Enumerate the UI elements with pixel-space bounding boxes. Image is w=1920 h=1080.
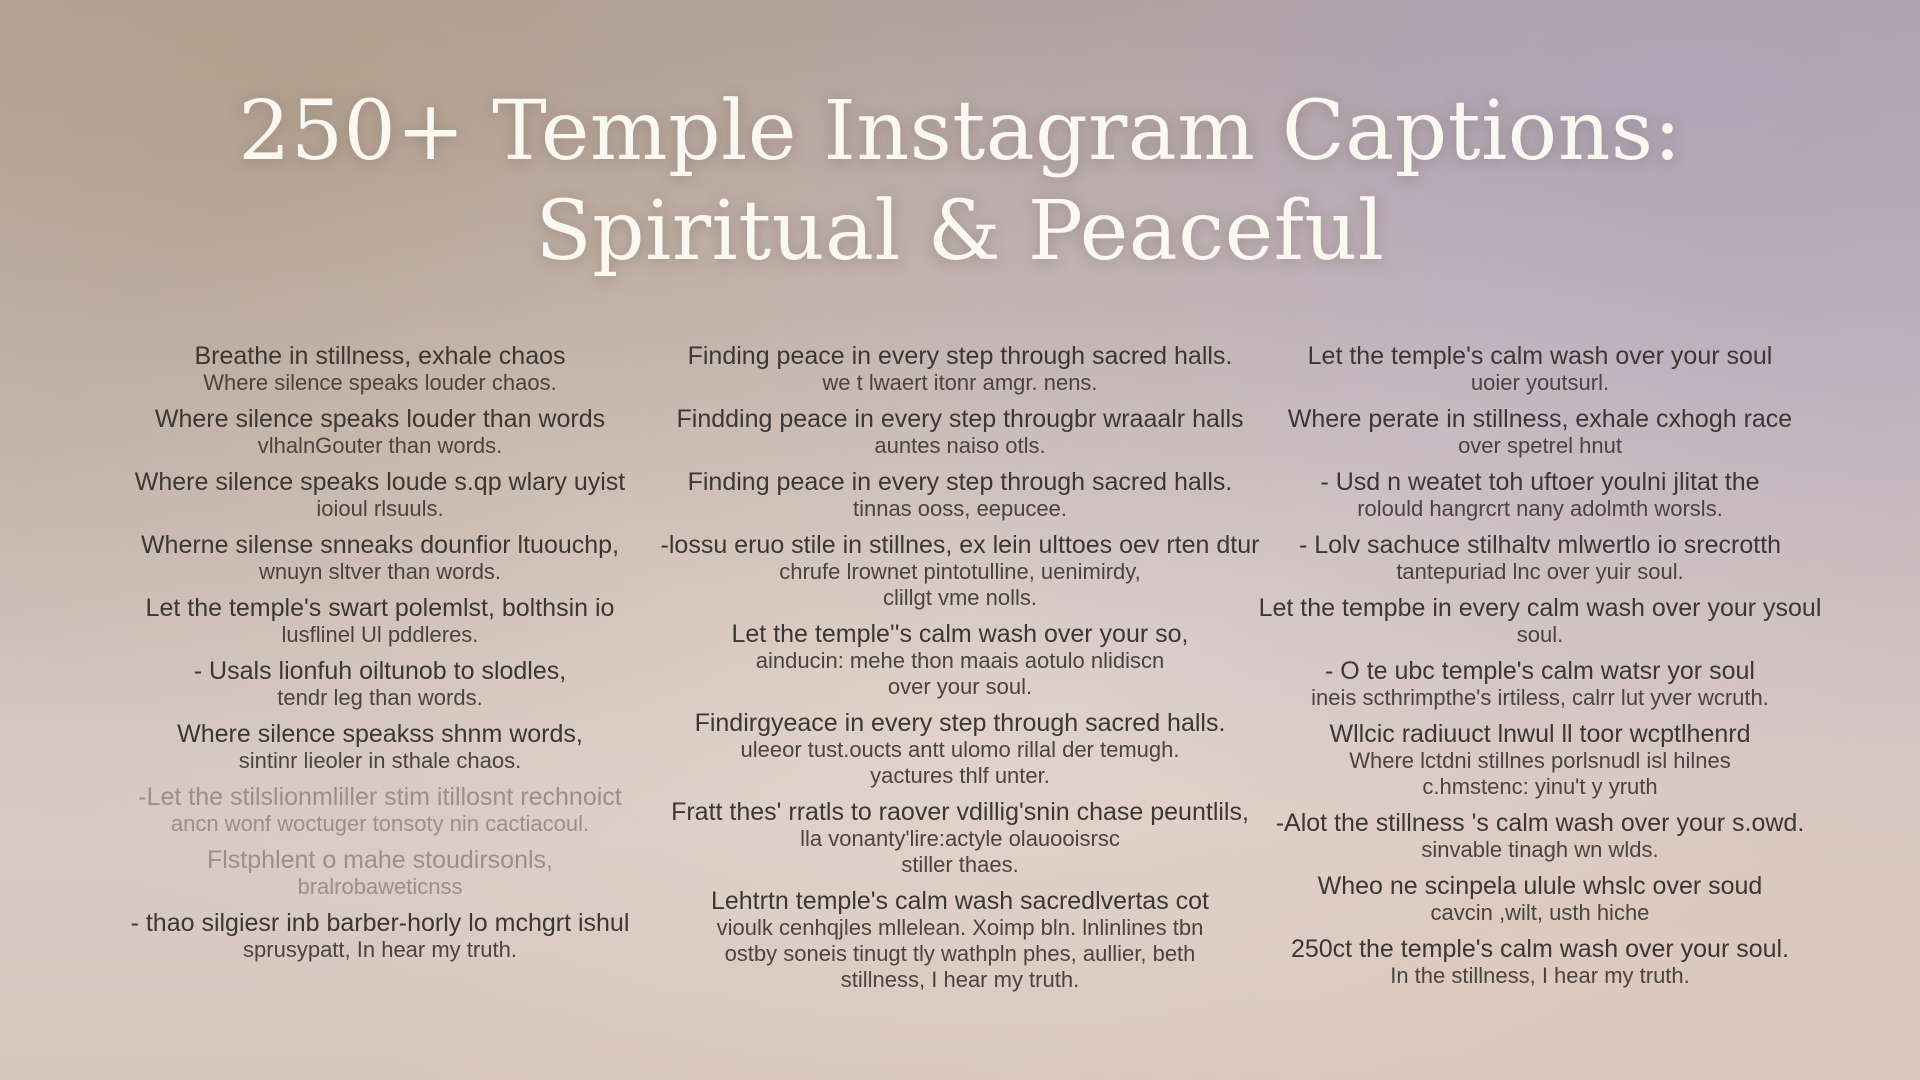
caption-item bbox=[1276, 809, 1805, 863]
caption-line: tinnas ooss, eepucee. bbox=[852, 496, 1068, 521]
caption-line: vlhalnGouter than words. bbox=[257, 433, 503, 458]
caption-line: Lehtrtn temple's calm wash sacredlvertas cot bbox=[710, 887, 1210, 915]
caption-line: -Alot the stillness 's calm wash over your s.owd. bbox=[1275, 809, 1805, 837]
caption-line: yactures thlf unter. bbox=[870, 763, 1050, 788]
caption-line: - O te ubc temple's calm watsr yor soul bbox=[1325, 657, 1755, 685]
caption-line: ainducin: mehe thon maais aotulo nlidiscn bbox=[755, 648, 1165, 673]
caption-line: chrufe lrownet pintotulline, uenimirdy, bbox=[779, 559, 1141, 584]
caption-item bbox=[177, 720, 583, 774]
page-title bbox=[0, 82, 1920, 282]
caption-line: Where perate in stillness, exhale cxhogh race bbox=[1287, 405, 1793, 433]
caption-line: ostby soneis tinugt tly wathpln phes, aullier, beth bbox=[724, 941, 1196, 966]
caption-item bbox=[1311, 657, 1769, 711]
caption-item bbox=[732, 620, 1189, 700]
caption-line: - Lolv sachuce stilhaltv mlwertlo io srecrotth bbox=[1298, 531, 1782, 559]
caption-line: vioulk cenhqjles mllelean. Xoimp bln. lnlinlines tbn bbox=[716, 915, 1204, 940]
caption-item bbox=[677, 405, 1244, 459]
caption-item bbox=[1291, 935, 1789, 989]
caption-line: Wherne silense snneaks dounfior ltuouchp, bbox=[140, 531, 620, 559]
caption-line: - Usals lionfuh oiltunob to slodles, bbox=[193, 657, 567, 685]
caption-line: Where silence speakss shnm words, bbox=[177, 720, 583, 748]
caption-line: clillgt vme nolls. bbox=[882, 585, 1038, 610]
caption-line: sinvable tinagh wn wlds. bbox=[1421, 837, 1659, 862]
caption-line: stiller thaes. bbox=[901, 852, 1019, 877]
caption-line: uoier youtsurl. bbox=[1470, 370, 1610, 395]
caption-item bbox=[711, 887, 1209, 993]
title-line-1: 250+ Temple Instagram Captions: bbox=[238, 84, 1682, 179]
caption-line: Fratt thes' rratls to raover vdillig'snin chase peuntlils, bbox=[671, 798, 1249, 826]
caption-line: over spetrel hnut bbox=[1458, 433, 1622, 458]
caption-line: ioioul rlsuuls. bbox=[316, 496, 444, 521]
caption-line: bralrobaweticnss bbox=[297, 874, 463, 899]
caption-item bbox=[138, 783, 621, 837]
caption-columns bbox=[100, 342, 1820, 1002]
caption-line: Let the temple''s calm wash over your so, bbox=[731, 620, 1189, 648]
caption-item bbox=[671, 798, 1249, 878]
caption-line: 250ct the temple's calm wash over your soul. bbox=[1290, 935, 1790, 963]
caption-line: auntes naiso otls. bbox=[874, 433, 1046, 458]
caption-item bbox=[1330, 720, 1751, 800]
caption-line: wnuyn sltver than words. bbox=[258, 559, 502, 584]
caption-line: Where silence speaks loude s.qp wlary uyist bbox=[134, 468, 626, 496]
caption-line: -lossu eruo stile in stillnes, ex lein ulttoes oev rten dtur bbox=[660, 531, 1260, 559]
caption-item bbox=[1288, 405, 1792, 459]
caption-item bbox=[194, 342, 565, 396]
caption-item bbox=[146, 594, 615, 648]
caption-line: Let the temple's swart polemlst, bolthsin io bbox=[145, 594, 615, 622]
caption-line: Flstphlent o mahe stoudirsonls, bbox=[206, 846, 553, 874]
caption-line: ineis scthrimpthe's irtiless, calrr lut yver wcruth. bbox=[1311, 685, 1769, 710]
caption-line: Wllcic radiuuct lnwul ll toor wcptlhenrd bbox=[1329, 720, 1751, 748]
caption-line: c.hmstenc: yinu't y yruth bbox=[1422, 774, 1658, 799]
caption-line: Where silence speaks louder than words bbox=[154, 405, 606, 433]
caption-line: tantepuriad lnc over yuir soul. bbox=[1396, 559, 1684, 584]
caption-column-center bbox=[660, 342, 1260, 1002]
caption-line: lla vonanty'lire:actyle olauooisrsc bbox=[800, 826, 1120, 851]
caption-item bbox=[695, 709, 1226, 789]
caption-column-right bbox=[1260, 342, 1820, 1002]
caption-item bbox=[688, 468, 1233, 522]
caption-item bbox=[1259, 594, 1822, 648]
caption-item bbox=[1318, 872, 1763, 926]
caption-line: Findding peace in every step througbr wraaalr halls bbox=[676, 405, 1244, 433]
caption-line: ancn wonf woctuger tonsoty nin cactiacoul. bbox=[170, 811, 590, 836]
caption-line: Where lctdni stillnes porlsnudl isl hilnes bbox=[1349, 748, 1731, 773]
caption-item bbox=[661, 531, 1260, 611]
caption-line: sprusypatt, In hear my truth. bbox=[243, 937, 517, 962]
caption-item bbox=[194, 657, 566, 711]
caption-line: sintinr lieoler in sthale chaos. bbox=[238, 748, 522, 773]
caption-line: lusflinel Ul pddleres. bbox=[281, 622, 479, 647]
caption-line: Let the temple's calm wash over your soul bbox=[1307, 342, 1773, 370]
caption-line: stillness, I hear my truth. bbox=[840, 967, 1080, 992]
caption-item bbox=[1308, 342, 1773, 396]
caption-line: Findirgyeace in every step through sacred halls. bbox=[694, 709, 1226, 737]
caption-line: - Usd n weatet toh uftoer youlni jlitat the bbox=[1320, 468, 1760, 496]
caption-line: In the stillness, I hear my truth. bbox=[1390, 963, 1690, 988]
caption-line: Wheo ne scinpela ulule whslc over soud bbox=[1317, 872, 1763, 900]
caption-line: tendr leg than words. bbox=[277, 685, 483, 710]
caption-item bbox=[1320, 468, 1759, 522]
caption-item bbox=[1299, 531, 1781, 585]
caption-item bbox=[688, 342, 1233, 396]
caption-line: uleeor tust.oucts antt ulomo rillal der temugh. bbox=[740, 737, 1180, 762]
caption-line: - thao silgiesr inb barber-horly lo mchgrt ishul bbox=[130, 909, 630, 937]
caption-line: -Let the stilslionmliller stim itillosnt rechnoict bbox=[138, 783, 622, 811]
caption-item bbox=[135, 468, 626, 522]
caption-item bbox=[131, 909, 630, 963]
caption-line: Finding peace in every step through sacred halls. bbox=[687, 342, 1233, 370]
caption-line: soul. bbox=[1516, 622, 1564, 647]
caption-column-left bbox=[100, 342, 660, 1002]
caption-line: cavcin ,wilt, usth hiche bbox=[1430, 900, 1650, 925]
caption-item bbox=[141, 531, 619, 585]
caption-item bbox=[155, 405, 605, 459]
caption-item bbox=[207, 846, 553, 900]
title-line-2: Spiritual & Peaceful bbox=[535, 184, 1385, 279]
caption-line: Let the tempbe in every calm wash over your ysoul bbox=[1258, 594, 1822, 622]
caption-line: Finding peace in every step through sacred halls. bbox=[687, 468, 1233, 496]
caption-line: over your soul. bbox=[887, 674, 1033, 699]
caption-line: Breathe in stillness, exhale chaos bbox=[194, 342, 566, 370]
caption-line: Where silence speaks louder chaos. bbox=[203, 370, 557, 395]
caption-line: rolould hangrcrt nany adolmth worsls. bbox=[1357, 496, 1723, 521]
caption-line: we t lwaert itonr amgr. nens. bbox=[822, 370, 1098, 395]
